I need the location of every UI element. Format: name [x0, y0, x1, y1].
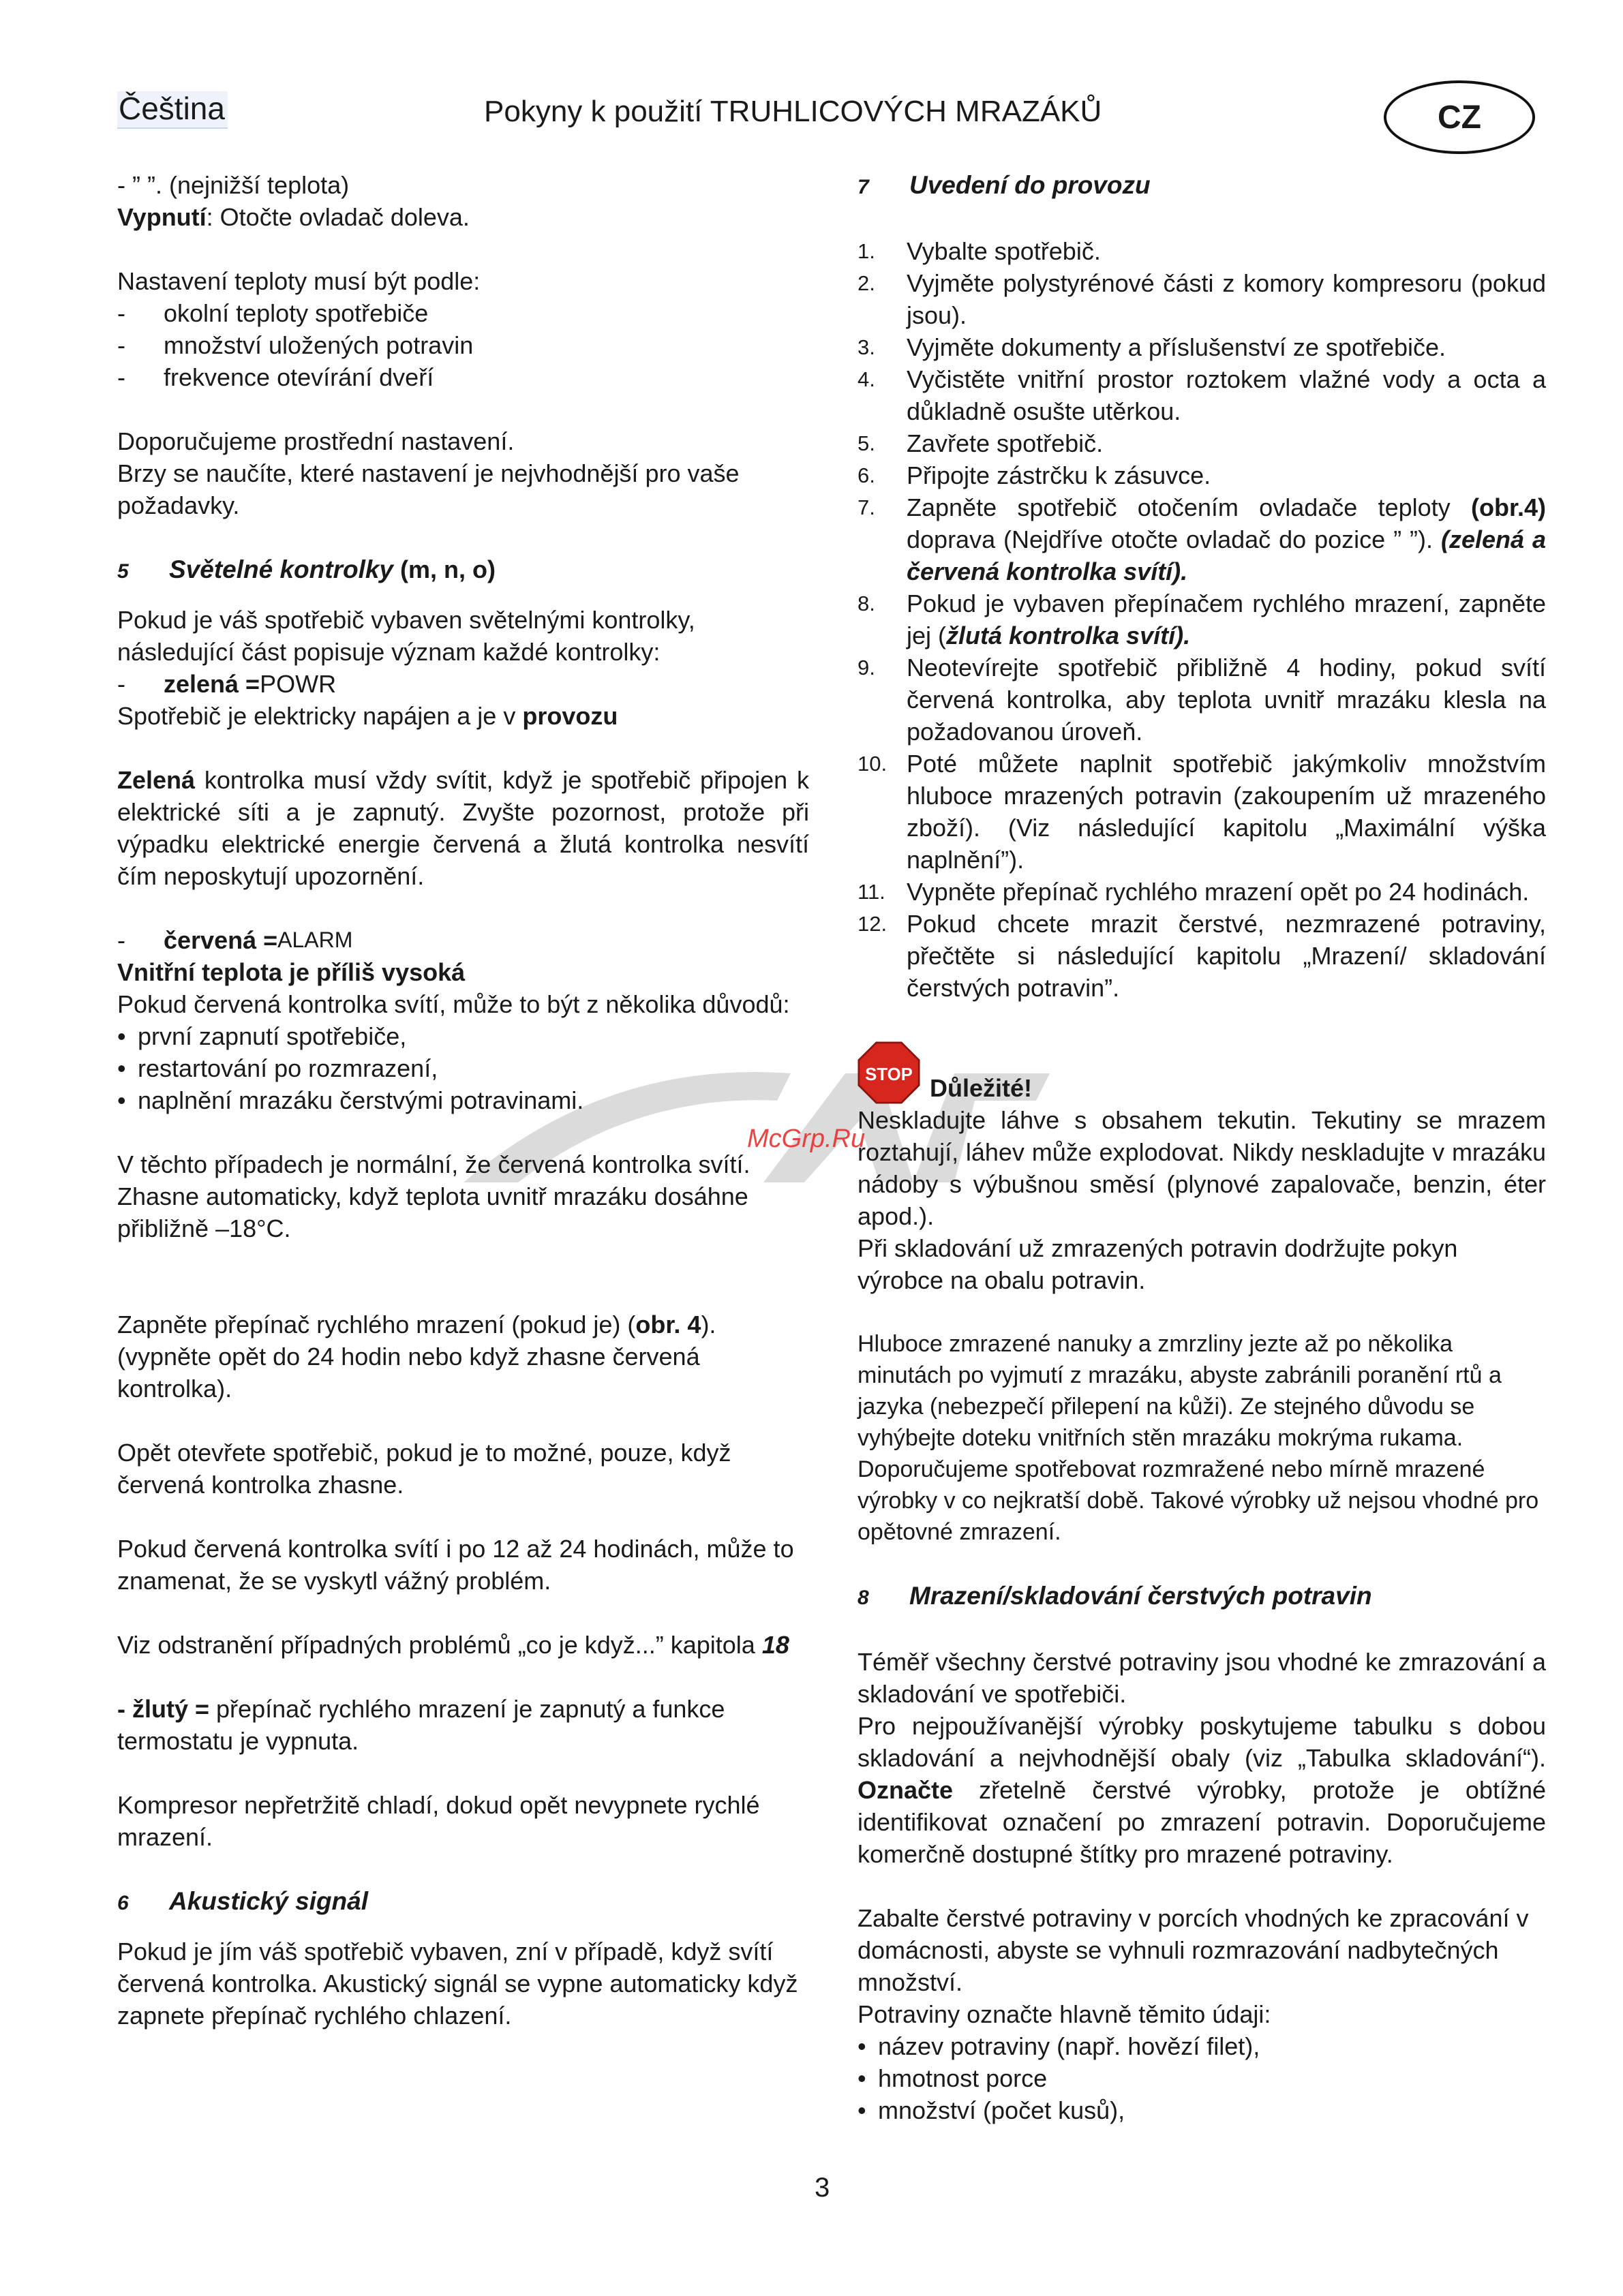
list-item: 5. Zavřete spotřebič.	[858, 429, 1104, 457]
green-light-desc: Spotřebič je elektricky napájen a je v provozu	[117, 702, 618, 730]
section-7-heading: 7 Uvedení do provozu	[858, 171, 1151, 199]
list-item: 1. Vybalte spotřebič.	[858, 237, 1101, 265]
red-light-label: - červená = ALARM	[117, 926, 353, 954]
green-light-label: - zelená = POWR	[117, 670, 337, 698]
startup-steps	[858, 235, 1546, 1004]
page-number: 3	[815, 2173, 830, 2203]
list-item: 2. Vyjměte polystyrénové části z komory kompresoru (pokud jsou).	[858, 269, 1546, 329]
list-item: 8. Pokud je vybaven přepínačem rychlého mrazení, zapněte jej (žlutá kontrolka svítí).	[858, 590, 1546, 649]
see-chapter: Viz odstranění případných problémů „co je když...” kapitola 18	[117, 1631, 789, 1659]
recommendation-2: Brzy se naučíte, které nastavení je nejvhodnější pro vaše požadavky.	[117, 459, 740, 519]
section-8-heading: 8 Mrazení/skladování čerstvých potravin	[858, 1582, 1372, 1610]
temp-intro: Nastavení teploty musí být podle:	[117, 267, 481, 295]
recommendation: Doporučujeme prostřední nastavení.	[117, 427, 515, 455]
list-item: 3. Vyjměte dokumenty a příslušenství ze spotřebiče.	[858, 333, 1446, 361]
list-item: - množství uložených potravin	[117, 331, 474, 359]
list-item: 12. Pokud chcete mrazit čerstvé, nezmrazené potraviny, přečtěte si následující kapitolu „Mrazení/ skladování čerstvých potravin”.	[858, 910, 1546, 1002]
green-light-paragraph: Zelená kontrolka musí vždy svítit, když je spotřebič připojen k elektrické síti a je zapnutý. Zvyšte pozornost, protože při výpadku elektrické energie červená a žlutá kontrolka nesvítí čím neposkytují upozornění.	[117, 766, 809, 890]
list-item: • název potraviny (např. hovězí filet),	[858, 2032, 1260, 2060]
list-item: 11. Vypněte přepínač rychlého mrazení opět po 24 hodinách.	[858, 878, 1530, 906]
svg-text:STOP: STOP	[865, 1065, 913, 1085]
section-6-heading: 6 Akustický signál	[117, 1887, 369, 1915]
fast-freeze-instruction: Zapněte přepínač rychlého mrazení (pokud je) (obr. 4). (vypněte opět do 24 hodin nebo když zhasne červená kontrolka).	[117, 1311, 716, 1403]
list-item: • naplnění mrazáku čerstvými potravinami.	[117, 1086, 584, 1114]
section-8-paragraph-2: Pro nejpoužívanější výrobky poskytujeme tabulku s dobou skladování a nejvhodnější obaly (viz „Tabulka skladování“). Označte zřetelně čerstvé výrobky, protože je obtížné identifikovat označení po zmrazení potravin. Doporučujeme komerčně dostupné štítky pro mrazené potraviny.	[858, 1712, 1546, 1868]
acoustic-paragraph: Pokud je jím váš spotřebič vybaven, zní v případě, když svítí červená kontrolka. Akustický signál se vypne automaticky když zapnete přepínač rychlého chlazení.	[117, 1938, 798, 2030]
ice-cream-paragraph: Hluboce zmrazené nanuky a zmrzliny jezte až po několika minutách po vyjmutí z mrazáku, abyste zabránili poranění rtů a jazyka (nebezpečí přilepení na kůži). Ze stejného důvodu se vyhýbejte doteku vnitřních stěn mrazáku mokrýma rukama. Doporučujeme spotřebovat rozmražené nebo mírně mrazené výrobky v co nejkratší době. Takové výrobky už nejsou vhodné pro opětovné zmrazení.	[858, 1331, 1539, 1545]
list-item: 7. Zapněte spotřebič otočením ovladače teploty (obr.4) doprava (Nejdříve otočte ovladač do pozice ” ”). (zelená a červená kontrolka svítí).	[858, 493, 1546, 585]
lowest-temp-line: - ” ”. (nejnižší teplota)	[117, 171, 350, 199]
site-watermark: McGrp.Ru	[747, 1124, 866, 1153]
list-item: 6. Připojte zástrčku k zásuvce.	[858, 461, 1211, 489]
list-item: 9. Neotevírejte spotřebič přibližně 4 hodiny, pokud svítí červená kontrolka, aby teplota uvnitř mrazáku klesla na požadovanou úroveň.	[858, 654, 1546, 746]
red-light-normal: V těchto případech je normální, že červená kontrolka svítí. Zhasne automaticky, když teplota uvnitř mrazáku dosáhne přibližně –18°C.	[117, 1150, 750, 1242]
list-item: • množství (počet kusů),	[858, 2096, 1125, 2124]
important-paragraph: Neskladujte láhve s obsahem tekutin. Tekutiny se mrazem roztahují, láhev může explodovat. Nikdy neskladujte v mrazáku nádoby s výbušnou směsí (plynové zapalovače, benzin, éter apod.).	[858, 1106, 1546, 1230]
left-column	[117, 169, 809, 2032]
right-column	[858, 169, 1546, 2126]
section-8-paragraph-4: Potraviny označte hlavně těmito údaji:	[858, 2000, 1271, 2028]
list-item: 4. Vyčistěte vnitřní prostor roztokem vlažné vody a octa a důkladně osušte utěrkou.	[858, 365, 1546, 425]
list-item: • hmotnost porce	[858, 2064, 1048, 2092]
list-item: • restartování po rozmrazení,	[117, 1054, 438, 1082]
serious-problem: Pokud červená kontrolka svítí i po 12 až 24 hodinách, může to znamenat, že se vyskytl vážný problém.	[117, 1535, 794, 1595]
red-light-heading: Vnitřní teplota je příliš vysoká	[117, 958, 466, 986]
stop-sign-icon	[858, 1041, 920, 1104]
section-5-heading: 5 Světelné kontrolky (m, n, o)	[117, 555, 496, 583]
list-item: • první zapnutí spotřebiče,	[117, 1022, 407, 1050]
section-8-paragraph-3: Zabalte čerstvé potraviny v porcích vhodných ke zpracování v domácnosti, abyste se vyhnuli rozmrazování nadbytečných množství.	[858, 1904, 1529, 1996]
list-item: 10. Poté můžete naplnit spotřebič jakýmkoliv množstvím hluboce mrazených potravin (zakoupením už mrazeného zboží). (Viz následující kapitolu „Maximální výška naplnění”).	[858, 750, 1546, 874]
compressor-note: Kompresor nepřetržitě chladí, dokud opět nevypnete rychlé mrazení.	[117, 1791, 760, 1851]
list-item: - okolní teploty spotřebiče	[117, 299, 429, 327]
list-item: - frekvence otevírání dveří	[117, 363, 434, 391]
off-instruction: Vypnutí: Otočte ovladač doleva.	[117, 203, 470, 231]
section-8-paragraph: Téměř všechny čerstvé potraviny jsou vhodné ke zmrazování a skladování ve spotřebiči.	[858, 1648, 1546, 1708]
language-badge: CZ	[1384, 80, 1535, 154]
lights-intro: Pokud je váš spotřebič vybaven světelnými kontrolky, následující část popisuje význam každé kontrolky:	[117, 606, 695, 666]
yellow-light: - žlutý = přepínač rychlého mrazení je zapnutý a funkce termostatu je vypnuta.	[117, 1695, 725, 1755]
important-paragraph-2: Při skladování už zmrazených potravin dodržujte pokyn výrobce na obalu potravin.	[858, 1234, 1458, 1294]
important-heading: STOP Důležité!	[858, 1036, 1546, 1104]
red-light-paragraph: Pokud červená kontrolka svítí, může to být z několika důvodů:	[117, 990, 790, 1018]
header-language: Čeština	[117, 91, 228, 129]
reopen-instruction: Opět otevřete spotřebič, pokud je to možné, pouze, když červená kontrolka zhasne.	[117, 1439, 731, 1499]
page-title: Pokyny k použití TRUHLICOVÝCH MRAZÁKŮ	[484, 95, 1102, 128]
